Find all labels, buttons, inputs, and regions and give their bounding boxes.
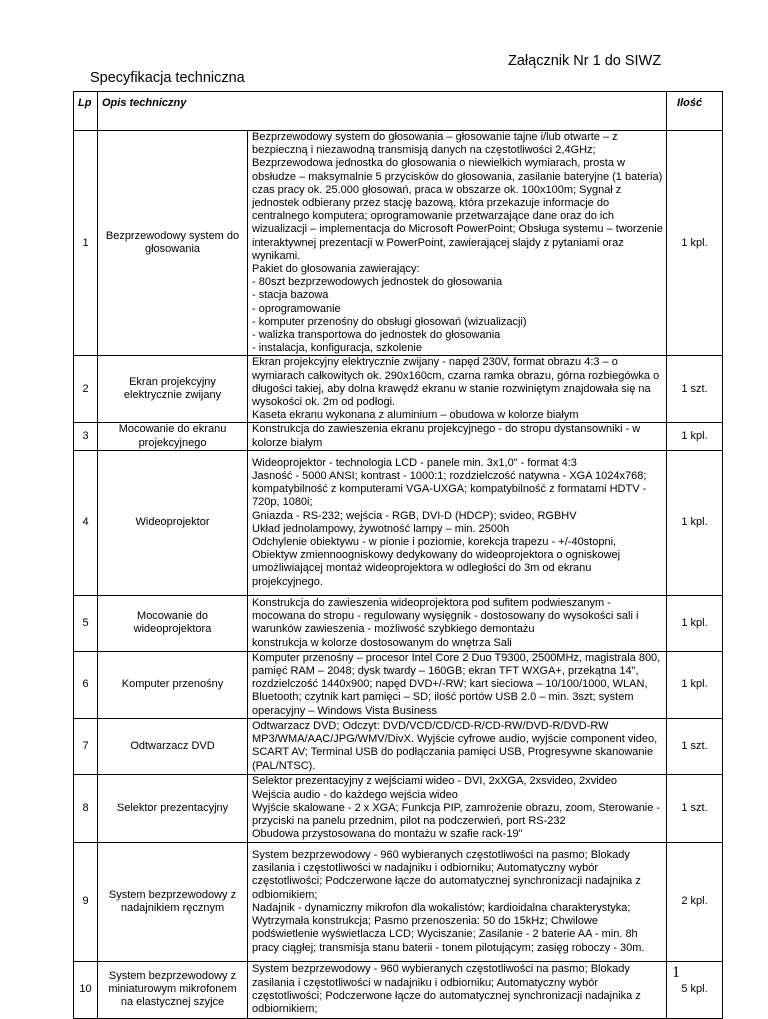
row-item-name: Mocowanie do wideoprojektora — [98, 595, 248, 651]
row-description: System bezprzewodowy - 960 wybieranych częstotliwości na pasmo; Blokady zasilania i częstotliwości w nadajniku i odbiorniku; Automatyczny wybór częstotliwości; Podczerwone łącze do automatycznej synchronizacji nadajnika z odbiornikiem; Nadajnik - dynamiczny mikrofon dla wokalistów; kardioidalna charakterystyka; Wytrzymała konstrukcja; Pasmo przenoszenia: 50 do 15kHz; Chwilowe podświetlenie wyświetlacza LCD; Wyciszanie; Zasilanie - 2 baterie AA - min. 8h pracy ciągłej; transmisja stanu baterii - tonem pilotującym; zasięg roboczy - 30m. — [248, 842, 667, 961]
row-quantity: 1 kpl. — [667, 131, 723, 356]
row-lp: 6 — [74, 651, 98, 718]
row-description: Komputer przenośny – procesor Intel Core 2 Duo T9300, 2500MHz, magistrala 800, pamięć RAM – 2048; dysk twardy – 160GB; ekran TFT WXGA+, przekątna 14", rozdzielczość 1440x900; napęd DVD+/-RW; kart sieciowa – 10/100/1000, WLAN, Bluetooth; czytnik kart pamięci – SD; ilość portów USB 2.0 – min. 3szt; system operacyjny – Windows Vista Business — [248, 651, 667, 718]
page-number: 1 — [672, 964, 680, 981]
row-lp: 7 — [74, 718, 98, 774]
row-quantity: 1 kpl. — [667, 450, 723, 595]
row-lp: 5 — [74, 595, 98, 651]
row-item-name: Wideoprojektor — [98, 450, 248, 595]
row-item-name: Komputer przenośny — [98, 651, 248, 718]
table-row — [74, 450, 723, 595]
row-lp: 10 — [74, 961, 98, 1018]
row-lp: 8 — [74, 774, 98, 842]
row-description: Odtwarzacz DVD; Odczyt: DVD/VCD/CD/CD-R/CD-RW/DVD-R/DVD-RW MP3/WMA/AAC/JPG/WMV/DivX. Wyjście cyfrowe audio, wyjście component video, SCART AV; Terminal USB do podłączania pamięci USB, Progresywne skanowanie (PAL/NTSC). — [248, 718, 667, 774]
row-quantity: 2 kpl. — [667, 842, 723, 961]
table-row — [74, 423, 723, 450]
row-lp: 4 — [74, 450, 98, 595]
row-quantity: 1 kpl. — [667, 595, 723, 651]
row-item-name: System bezprzewodowy z nadajnikiem ręcznym — [98, 842, 248, 961]
row-quantity: 1 szt. — [667, 774, 723, 842]
table-row — [74, 718, 723, 774]
table-row — [74, 774, 723, 842]
row-lp: 2 — [74, 356, 98, 423]
row-item-name: Mocowanie do ekranu projekcyjnego — [98, 423, 248, 450]
row-item-name: Odtwarzacz DVD — [98, 718, 248, 774]
table-row — [74, 961, 723, 1018]
specification-table — [73, 91, 723, 1019]
table-row — [74, 651, 723, 718]
row-lp: 1 — [74, 131, 98, 356]
row-quantity: 1 kpl. — [667, 651, 723, 718]
row-description: Konstrukcja do zawieszenia ekranu projekcyjnego - do stropu dystansowniki - w kolorze białym — [248, 423, 667, 450]
row-lp: 9 — [74, 842, 98, 961]
header-quantity: Ilość — [667, 92, 723, 131]
row-item-name: Ekran projekcyjny elektrycznie zwijany — [98, 356, 248, 423]
table-row — [74, 842, 723, 961]
annex-label: Załącznik Nr 1 do SIWZ — [508, 53, 662, 69]
row-description: Bezprzewodowy system do głosowania – głosowanie tajne i/lub otwarte – z bezpieczną i niezawodną transmisją danych na częstotliwości 2,4GHz; Bezprzewodowa jednostka do głosowania o niewielkich wymiarach, prosta w obsłudze – maksymalnie 5 przycisków do głosowania, zasilanie bateryjne (1 bateria) czas pracy ok. 25.000 głosowań, praca w obszarze ok. 100x100m; Sygnał z jednostek odbierany przez stację bazową, która przekazuje informacje do centralnego komputera; oprogramowanie przetwarzające dane oraz do ich wizualizacji – implementacja do Microsoft PowerPoint; Obsługa systemu – tworzenie interaktywnej prezentacji w PowerPoint, zawierającej slajdy z pytaniami oraz wynikami. Pakiet do głosowania zawierający: - 80szt bezprzewodowych jednostek do głosowania - stacja bazowa - oprogramowanie - komputer przenośny do obsługi głosowań (wizualizacji) - walizka transportowa do jednostek do głosowania - instalacja, konfiguracja, szkolenie — [248, 131, 667, 356]
table-row — [74, 595, 723, 651]
table-row — [74, 356, 723, 423]
row-quantity: 1 szt. — [667, 718, 723, 774]
table-row — [74, 131, 723, 356]
row-item-name: Selektor prezentacyjny — [98, 774, 248, 842]
row-description: Wideoprojektor - technologia LCD - panele min. 3x1,0" - format 4:3 Jasność - 5000 ANSI; kontrast - 1000:1; rozdzielczość natywna - XGA 1024x768; kompatybilność z komputerami VGA-UXGA; kompatybilność z formatami HDTV - 720p, 1080i; Gniazda - RS-232; wejścia - RGB, DVI-D (HDCP); svideo, RGBHV Układ jednolampowy, żywotność lampy – min. 2500h Odchylenie obiektywu - w pionie i poziomie, korekcja trapezu - +/-40stopni, Obiektyw zmiennoogniskowy dedykowany do wideoprojektora o ogniskowej umożliwiającej montaż wideoprojektora w odległości do 3m od ekranu projekcyjnego. — [248, 450, 667, 595]
row-description: Ekran projekcyjny elektrycznie zwijany - napęd 230V, format obrazu 4:3 – o wymiarach całkowitych ok. 290x160cm, czarna ramka obrazu, górna rozbiegówka o długości takiej, aby dolna krawędź ekranu w stanie rozwiniętym znajdowała się na wysokości ok. 2m od podłogi. Kaseta ekranu wykonana z aluminium – obudowa w kolorze białym — [248, 356, 667, 423]
row-quantity: 1 kpl. — [667, 423, 723, 450]
row-quantity: 5 kpl. — [667, 961, 723, 1018]
row-description: Konstrukcja do zawieszenia wideoprojektora pod sufitem podwieszanym - mocowana do stropu - regulowany wysięgnik - dostosowany do wysokości sali i warunków zawieszenia - możliwość szybkiego demontażu konstrukcja w kolorze dostosowanym do wnętrza Sali — [248, 595, 667, 651]
header-lp: Lp — [74, 92, 98, 131]
header-description: Opis techniczny — [98, 92, 667, 131]
table-header-row — [74, 92, 723, 131]
row-item-name: Bezprzewodowy system do głosowania — [98, 131, 248, 356]
row-quantity: 1 szt. — [667, 356, 723, 423]
row-item-name: System bezprzewodowy z miniaturowym mikrofonem na elastycznej szyjce — [98, 961, 248, 1018]
row-lp: 3 — [74, 423, 98, 450]
row-description: System bezprzewodowy - 960 wybieranych częstotliwości na pasmo; Blokady zasilania i częstotliwości w nadajniku i odbiorniku; Automatyczny wybór częstotliwości; Podczerwone łącze do automatycznej synchronizacji nadajnika z odbiornikiem; — [248, 961, 667, 1018]
row-description: Selektor prezentacyjny z wejściami wideo - DVI, 2xXGA, 2xsvideo, 2xvideo Wejścia audio - do każdego wejścia wideo Wyjście skalowane - 2 x XGA; Funkcja PIP, zamrożenie obrazu, zoom, Sterowanie - przyciski na panelu przednim, pilot na podczerwień, port RS-232 Obudowa przystosowana do montażu w szafie rack-19" — [248, 774, 667, 842]
document-title: Specyfikacja techniczna — [90, 70, 245, 86]
